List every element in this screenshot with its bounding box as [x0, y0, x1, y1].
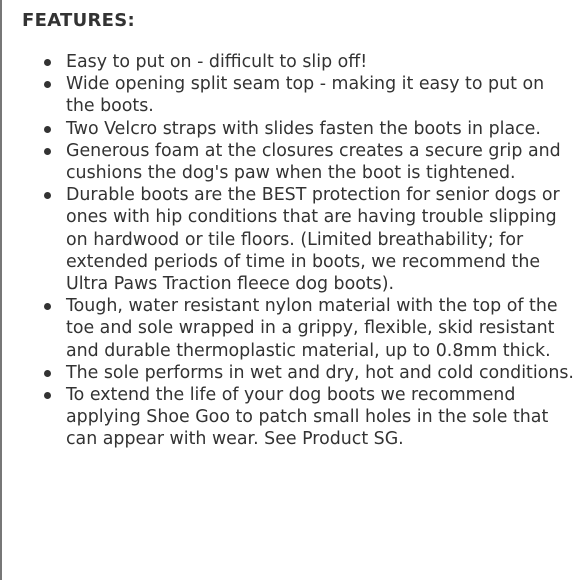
feature-text: Easy to put on - difficult to slip off! [66, 52, 368, 72]
bullet-icon [44, 392, 51, 399]
feature-item [66, 51, 574, 73]
feature-text: To extend the life of your dog boots we recommend applying Shoe Goo to patch small holes in the sole that can appear with wear. See Product SG. [66, 385, 549, 450]
feature-text: Tough, water resistant nylon material with the top of the toe and sole wrapped in a grippy, flexible, skid resistant and durable thermoplastic material, up to 0.8mm thick. [66, 296, 558, 361]
bullet-icon [44, 148, 51, 155]
feature-item [66, 362, 574, 384]
feature-item [66, 384, 574, 451]
features-list [2, 51, 574, 451]
feature-item [66, 140, 574, 184]
feature-text: Generous foam at the closures creates a secure grip and cushions the dog's paw when the boot is tightened. [66, 140, 561, 184]
bullet-icon [44, 81, 51, 88]
features-heading: FEATURES: [22, 10, 136, 31]
bullet-icon [44, 59, 51, 66]
bullet-icon [44, 303, 51, 310]
feature-item [66, 184, 574, 295]
feature-text: Durable boots are the BEST protection for senior dogs or ones with hip conditions that are having trouble slipping on hardwood or tile floors. (Limited breathability; for extended periods of time in boots, we recommend the Ultra Paws Traction fleece dog boots). [66, 185, 560, 295]
feature-text: Wide opening split seam top - making it easy to put on the boots. [66, 74, 545, 117]
bullet-icon [44, 192, 51, 199]
feature-item [66, 73, 574, 117]
feature-item [66, 295, 574, 362]
bullet-icon [44, 126, 51, 133]
feature-text: The sole performs in wet and dry, hot and cold conditions. [66, 362, 574, 383]
feature-text: Two Velcro straps with slides fasten the boots in place. [66, 118, 541, 139]
feature-item [66, 118, 574, 140]
bullet-icon [44, 370, 51, 377]
